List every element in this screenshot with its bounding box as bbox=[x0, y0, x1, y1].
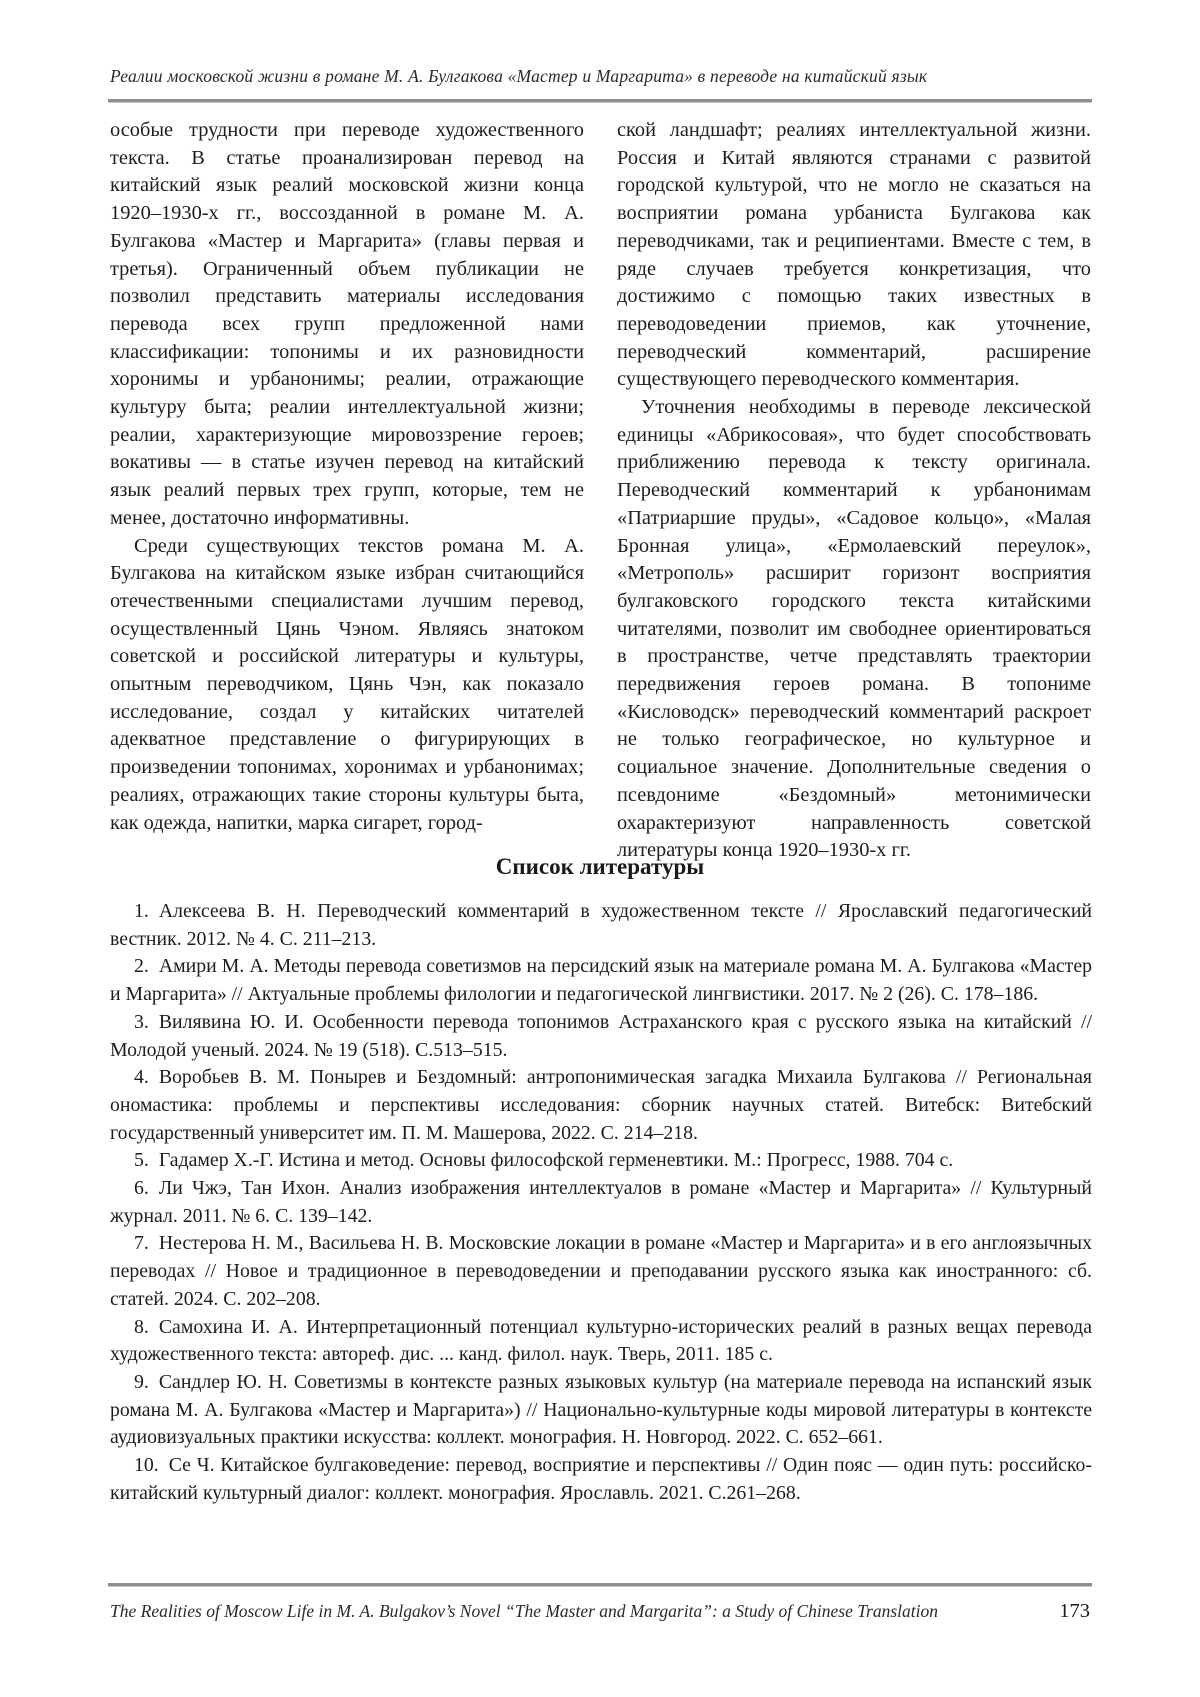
reference-item bbox=[110, 1230, 1092, 1313]
reference-number: 5. bbox=[134, 1149, 149, 1172]
reference-item bbox=[110, 1064, 1092, 1147]
references-heading: Список литературы bbox=[495, 854, 705, 879]
reference-text: Сандлер Ю. Н. Советизмы в контексте разных языковых культур (на материале перевода на испанский язык романа М. А. Булгакова «Мастер и Маргарита») // Национально-культурные коды мировой литературы в контексте аудиовизуальных практики искусства: коллект. монография. Н. Новгород. 2022. С. 652–661. bbox=[110, 1370, 1092, 1449]
running-footer bbox=[110, 1600, 1090, 1623]
page-number: 173 bbox=[1059, 1600, 1090, 1622]
reference-number: 1. bbox=[134, 900, 149, 922]
reference-number: 2. bbox=[134, 955, 149, 978]
reference-item bbox=[110, 953, 1092, 1008]
body-paragraph: ской ландшафт; реалиях интеллектуальной жизни. Россия и Китай являются странами с развитой городской культурой, что не могло не сказаться на восприятии романа урбаниста Булгакова как переводчиками, так и реципиентами. Вместе с тем, в ряде случаев требуется конкретизация, что достижимо с помощью таких известных в переводоведении приемов, как уточнение, переводческий комментарий, расширение существующего переводческого комментария. bbox=[617, 119, 1091, 391]
reference-number: 4. bbox=[134, 1066, 149, 1089]
reference-item bbox=[110, 1009, 1092, 1064]
reference-item bbox=[110, 898, 1092, 953]
reference-text: Ли Чжэ, Тан Ихон. Анализ изображения интеллектуалов в романе «Мастер и Маргарита» // Культурный журнал. 2011. № 6. С. 139–142. bbox=[110, 1177, 1092, 1227]
body-paragraph: Среди существующих текстов романа М. А. Булгакова на китайском языке избран считающийся отечественными специалистами лучшим перевод, осуществленный Цянь Чэном. Являясь знатоком советской и российской литературы и культуры, опытным переводчиком, Цянь Чэн, как показало исследование, создал у китайских читателей адекватное представление о фигурирующих в произведении топонимах, хоронимах и урбанонимах; реалиях, отражающих такие стороны культуры быта, как одежда, напитки, марка сигарет, город- bbox=[110, 534, 584, 834]
footer-rule bbox=[108, 1583, 1092, 1587]
header-rule bbox=[108, 99, 1092, 103]
reference-text: Амири М. А. Методы перевода советизмов на персидский язык на материале романа М. А. Булгакова «Мастер и Маргарита» // Актуальные проблемы филологии и педагогической лингвистики. 2017. № 2 (26). С. 178–186. bbox=[110, 955, 1092, 1006]
article-body bbox=[110, 117, 1092, 865]
reference-item bbox=[110, 1175, 1092, 1230]
reference-text: Гадамер Х.-Г. Истина и метод. Основы философской герменевтики. М.: Прогресс, 1988. 704 с. bbox=[158, 1149, 954, 1172]
reference-number: 10. bbox=[134, 1454, 159, 1477]
reference-item bbox=[110, 1147, 1092, 1175]
reference-text: Воробьев В. М. Понырев и Бездомный: антропонимическая загадка Михаила Булгакова // Региональная ономастика: проблемы и перспективы исследования: сборник научных статей. Витебск: Витебский государственный университет им. П. М. Машерова, 2022. С. 214–218. bbox=[110, 1066, 1092, 1144]
reference-text: Се Ч. Китайское булгаковедение: перевод, восприятие и перспективы // Один пояс — один путь: российско-китайский культурный диалог: коллект. монография. Ярославль. 2021. С.261–268. bbox=[110, 1454, 1092, 1504]
body-paragraph: Уточнения необходимы в переводе лексической единицы «Абрикосовая», что будет способствовать приближению перевода к тексту оригинала. Переводческий комментарий к урбанонимам «Патриаршие пруды», «Садовое кольцо», «Малая Бронная улица», «Ермолаевский переулок», «Метрополь» расширит горизонт восприятия булгаковского городского текста китайскими читателями, позволит им свободнее ориентироваться в пространстве, четче представлять траектории передвижения героев романа. В топониме «Кисловодск» переводческий комментарий раскроет не только географическое, но культурное и социальное значение. Дополнительные сведения о псевдониме «Бездомный» метонимически охарактеризуют направленность советской литературы конца 1920–1930-х гг. bbox=[617, 396, 1091, 862]
running-footer-title: The Realities of Moscow Life in M. A. Bulgakov’s Novel “The Master and Margarita”: a Study of Chinese Translation bbox=[110, 1601, 938, 1621]
reference-number: 9. bbox=[134, 1370, 149, 1393]
body-paragraph: особые трудности при переводе художественного текста. В статье проанализирован перевод на китайский язык реалий московской жизни конца 1920–1930-х гг., воссозданной в романе М. А. Булгакова «Мастер и Маргарита» (главы первая и третья). Ограниченный объем публикации не позволил представить материалы исследования перевода всех групп предложенной нами классификации: топонимы и их разновидности хоронимы и урбанонимы; реалии, отражающие культуру быта; реалии интеллектуальной жизни; реалии, характеризующие мировоззрение героев; вокативы — в статье изучен перевод на китайский язык реалий первых трех групп, которые, тем не менее, достаточно информативны. bbox=[110, 119, 584, 529]
reference-item bbox=[110, 1369, 1092, 1452]
reference-text: Вилявина Ю. И. Особенности перевода топонимов Астраханского края с русского языка на китайский // Молодой ученый. 2024. № 19 (518). С.513–515. bbox=[110, 1010, 1092, 1061]
left-column bbox=[110, 117, 584, 865]
reference-text: Нестерова Н. М., Васильева Н. В. Московские локации в романе «Мастер и Маргарита» и в его англоязычных переводах // Новое и традиционное в переводоведении и преподавании русского языка как иностранного: сб. статей. 2024. С. 202–208. bbox=[110, 1232, 1092, 1310]
reference-number: 6. bbox=[134, 1177, 149, 1200]
reference-number: 8. bbox=[134, 1315, 149, 1338]
reference-text: Самохина И. А. Интерпретационный потенциал культурно-исторических реалий в разных вещах перевода художественного текста: автореф. дис. ... канд. филол. наук. Тверь, 2011. 185 с. bbox=[110, 1315, 1092, 1366]
reference-number: 3. bbox=[134, 1010, 149, 1033]
right-column bbox=[617, 117, 1091, 865]
reference-number: 7. bbox=[134, 1232, 149, 1255]
running-header-title: Реалии московской жизни в романе М. А. Булгакова «Мастер и Маргарита» в переводе на китайский язык bbox=[110, 66, 928, 86]
reference-text: Алексеева В. Н. Переводческий комментарий в художественном тексте // Ярославский педагогический вестник. 2012. № 4. С. 211–213. bbox=[110, 900, 1092, 950]
reference-item bbox=[110, 1452, 1092, 1507]
reference-item bbox=[110, 1314, 1092, 1369]
references-list bbox=[110, 898, 1092, 1507]
